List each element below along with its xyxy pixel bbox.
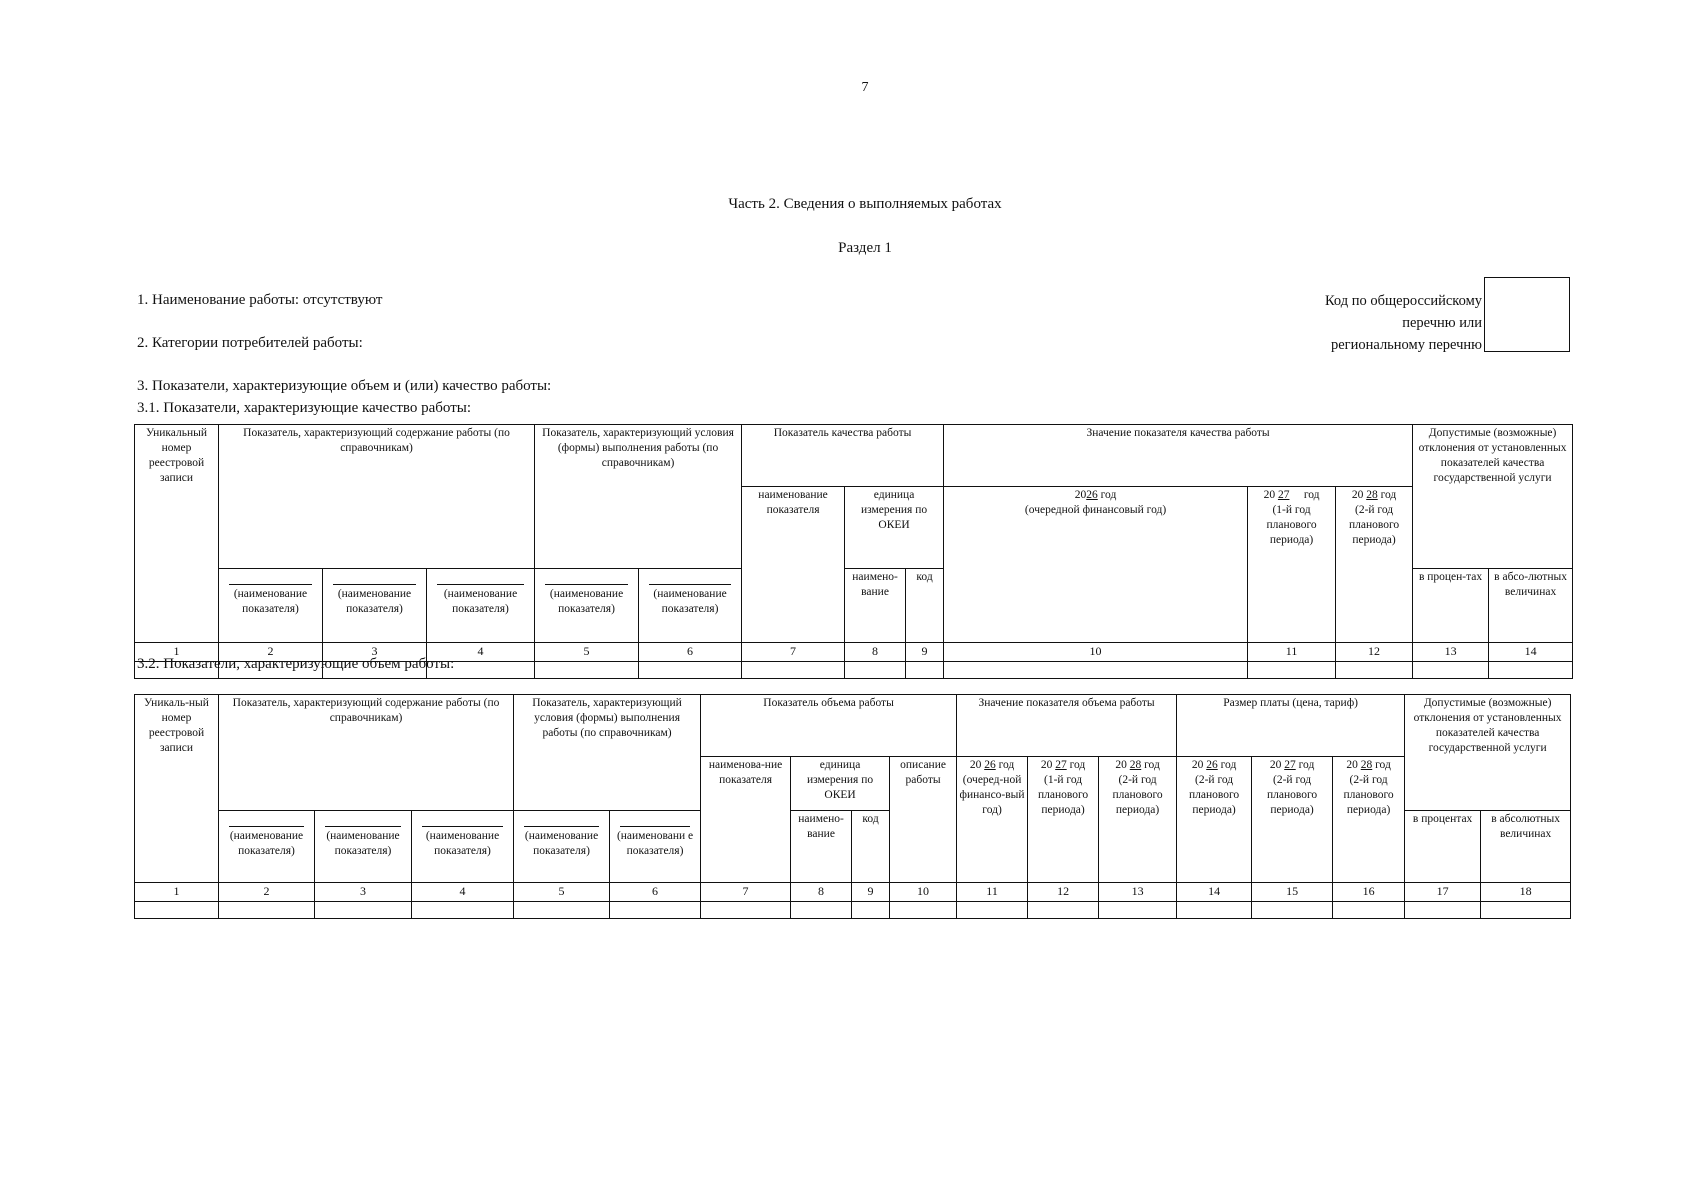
v-placeholder-6: (наименовани е показателя)	[610, 811, 701, 883]
q-num: 14	[1489, 643, 1573, 662]
v-col-volume: Показатель объема работы	[701, 695, 957, 757]
code-box[interactable]	[1484, 277, 1570, 352]
q-placeholder-5: (наименование показателя)	[535, 569, 639, 643]
v-year2: 20 27 год (1-й год планового периода)	[1028, 757, 1099, 883]
code-label-line2: перечню или	[1402, 315, 1482, 331]
q-col-quality: Показатель качества работы	[742, 425, 944, 487]
q-year3: 20 28 год (2-й год планового периода)	[1336, 487, 1413, 643]
quality-table	[134, 424, 1573, 679]
v-num: 15	[1252, 883, 1333, 902]
code-label-line1: Код по общероссийскому	[1324, 293, 1482, 309]
v-num: 18	[1481, 883, 1571, 902]
v-num: 1	[135, 883, 219, 902]
v-col-price: Размер платы (цена, тариф)	[1177, 695, 1405, 757]
q-num: 5	[535, 643, 639, 662]
code-label	[1240, 290, 1482, 356]
v-empty-row[interactable]	[135, 901, 1571, 918]
part-title: Часть 2. Сведения о выполняемых работах	[728, 196, 1002, 212]
p-year2: 20 27 год (2-й год планового периода)	[1252, 757, 1333, 883]
q-dev-absolute: в абсо-лютных величинах	[1489, 569, 1573, 643]
v-col-value: Значение показателя объема работы	[957, 695, 1177, 757]
q-col-unique: Уникальный номер реестровой записи	[135, 425, 219, 643]
v-placeholder-4: (наименование показателя)	[412, 811, 514, 883]
q-dev-percent: в процен-тах	[1413, 569, 1489, 643]
code-label-line3: региональному перечню	[1330, 337, 1482, 353]
v-num: 8	[791, 883, 852, 902]
v-sub-description: описание работы	[890, 757, 957, 883]
v-num: 11	[957, 883, 1028, 902]
q-year1: 2026 год (очередной финансовый год)	[944, 487, 1248, 643]
q-num: 11	[1248, 643, 1336, 662]
q-sub-unit-code: код	[906, 569, 944, 643]
q-col-conditions: Показатель, характеризующий условия (формы) выполнения работы (по справочникам)	[535, 425, 742, 487]
v-dev-absolute: в абсолютных величинах	[1481, 811, 1571, 883]
v-num: 3	[315, 883, 412, 902]
v-sub-name: наименова-ние показателя	[701, 757, 791, 883]
q-sub-unit-name: наимено-вание	[845, 569, 906, 643]
v-year1: 20 26 год (очеред-ной финансо-вый год)	[957, 757, 1028, 883]
q-placeholder-3: (наименование показателя)	[323, 569, 427, 643]
v-placeholder-5: (наименование показателя)	[514, 811, 610, 883]
p-year3: 20 28 год (2-й год планового периода)	[1333, 757, 1405, 883]
v-col-conditions: Показатель, характеризующий условия (формы) выполнения работы (по справочникам)	[514, 695, 701, 757]
v-col-content: Показатель, характеризующий содержание работы (по справочникам)	[219, 695, 514, 757]
v-num: 9	[852, 883, 890, 902]
q-num: 2	[219, 643, 323, 662]
v-num: 13	[1099, 883, 1177, 902]
q-col-value: Значение показателя качества работы	[944, 425, 1413, 487]
volume-table	[134, 694, 1571, 919]
work-name: 1. Наименование работы: отсутствуют	[137, 292, 383, 308]
p-year1: 20 26 год (2-й год планового периода)	[1177, 757, 1252, 883]
quality-heading: 3.1. Показатели, характеризующие качество работы:	[137, 400, 471, 416]
v-sub-unit-name: наимено-вание	[791, 811, 852, 883]
v-placeholder-3: (наименование показателя)	[315, 811, 412, 883]
q-num: 10	[944, 643, 1248, 662]
v-num: 2	[219, 883, 315, 902]
v-num: 14	[1177, 883, 1252, 902]
q-num: 9	[906, 643, 944, 662]
q-sub-unit: единица измерения по ОКЕИ	[845, 487, 944, 569]
q-num: 4	[427, 643, 535, 662]
q-num: 8	[845, 643, 906, 662]
section-title: Раздел 1	[838, 240, 892, 256]
indicators-heading: 3. Показатели, характеризующие объем и (или) качество работы:	[137, 378, 552, 394]
q-sub-name: наименование показателя	[742, 487, 845, 643]
volume-heading: 3.2. Показатели, характеризующие объем работы:	[137, 656, 455, 672]
q-num: 13	[1413, 643, 1489, 662]
q-col-content: Показатель, характеризующий содержание работы (по справочникам)	[219, 425, 535, 487]
page-number: 7	[861, 80, 869, 95]
v-dev-percent: в процентах	[1405, 811, 1481, 883]
v-num: 12	[1028, 883, 1099, 902]
v-placeholder-2: (наименование показателя)	[219, 811, 315, 883]
v-num: 4	[412, 883, 514, 902]
q-num: 6	[639, 643, 742, 662]
q-placeholder-6: (наименование показателя)	[639, 569, 742, 643]
q-num: 7	[742, 643, 845, 662]
q-placeholder-2: (наименование показателя)	[219, 569, 323, 643]
v-num: 10	[890, 883, 957, 902]
q-year2: 20 27 год (1-й год планового периода)	[1248, 487, 1336, 643]
v-num: 5	[514, 883, 610, 902]
consumer-categories: 2. Категории потребителей работы:	[137, 335, 363, 351]
v-sub-unit: единица измерения по ОКЕИ	[791, 757, 890, 811]
v-col-unique: Уникаль-ный номер реестровой записи	[135, 695, 219, 883]
q-num: 1	[135, 643, 219, 662]
v-num: 16	[1333, 883, 1405, 902]
q-col-deviation: Допустимые (возможные) отклонения от установленных показателей качества государственной услуги	[1413, 425, 1573, 487]
v-num: 17	[1405, 883, 1481, 902]
q-num: 3	[323, 643, 427, 662]
q-num: 12	[1336, 643, 1413, 662]
v-num: 7	[701, 883, 791, 902]
v-sub-unit-code: код	[852, 811, 890, 883]
v-num: 6	[610, 883, 701, 902]
v-col-deviation: Допустимые (возможные) отклонения от установленных показателей качества государственной услуги	[1405, 695, 1571, 757]
v-year3: 20 28 год (2-й год планового периода)	[1099, 757, 1177, 883]
q-placeholder-4: (наименование показателя)	[427, 569, 535, 643]
